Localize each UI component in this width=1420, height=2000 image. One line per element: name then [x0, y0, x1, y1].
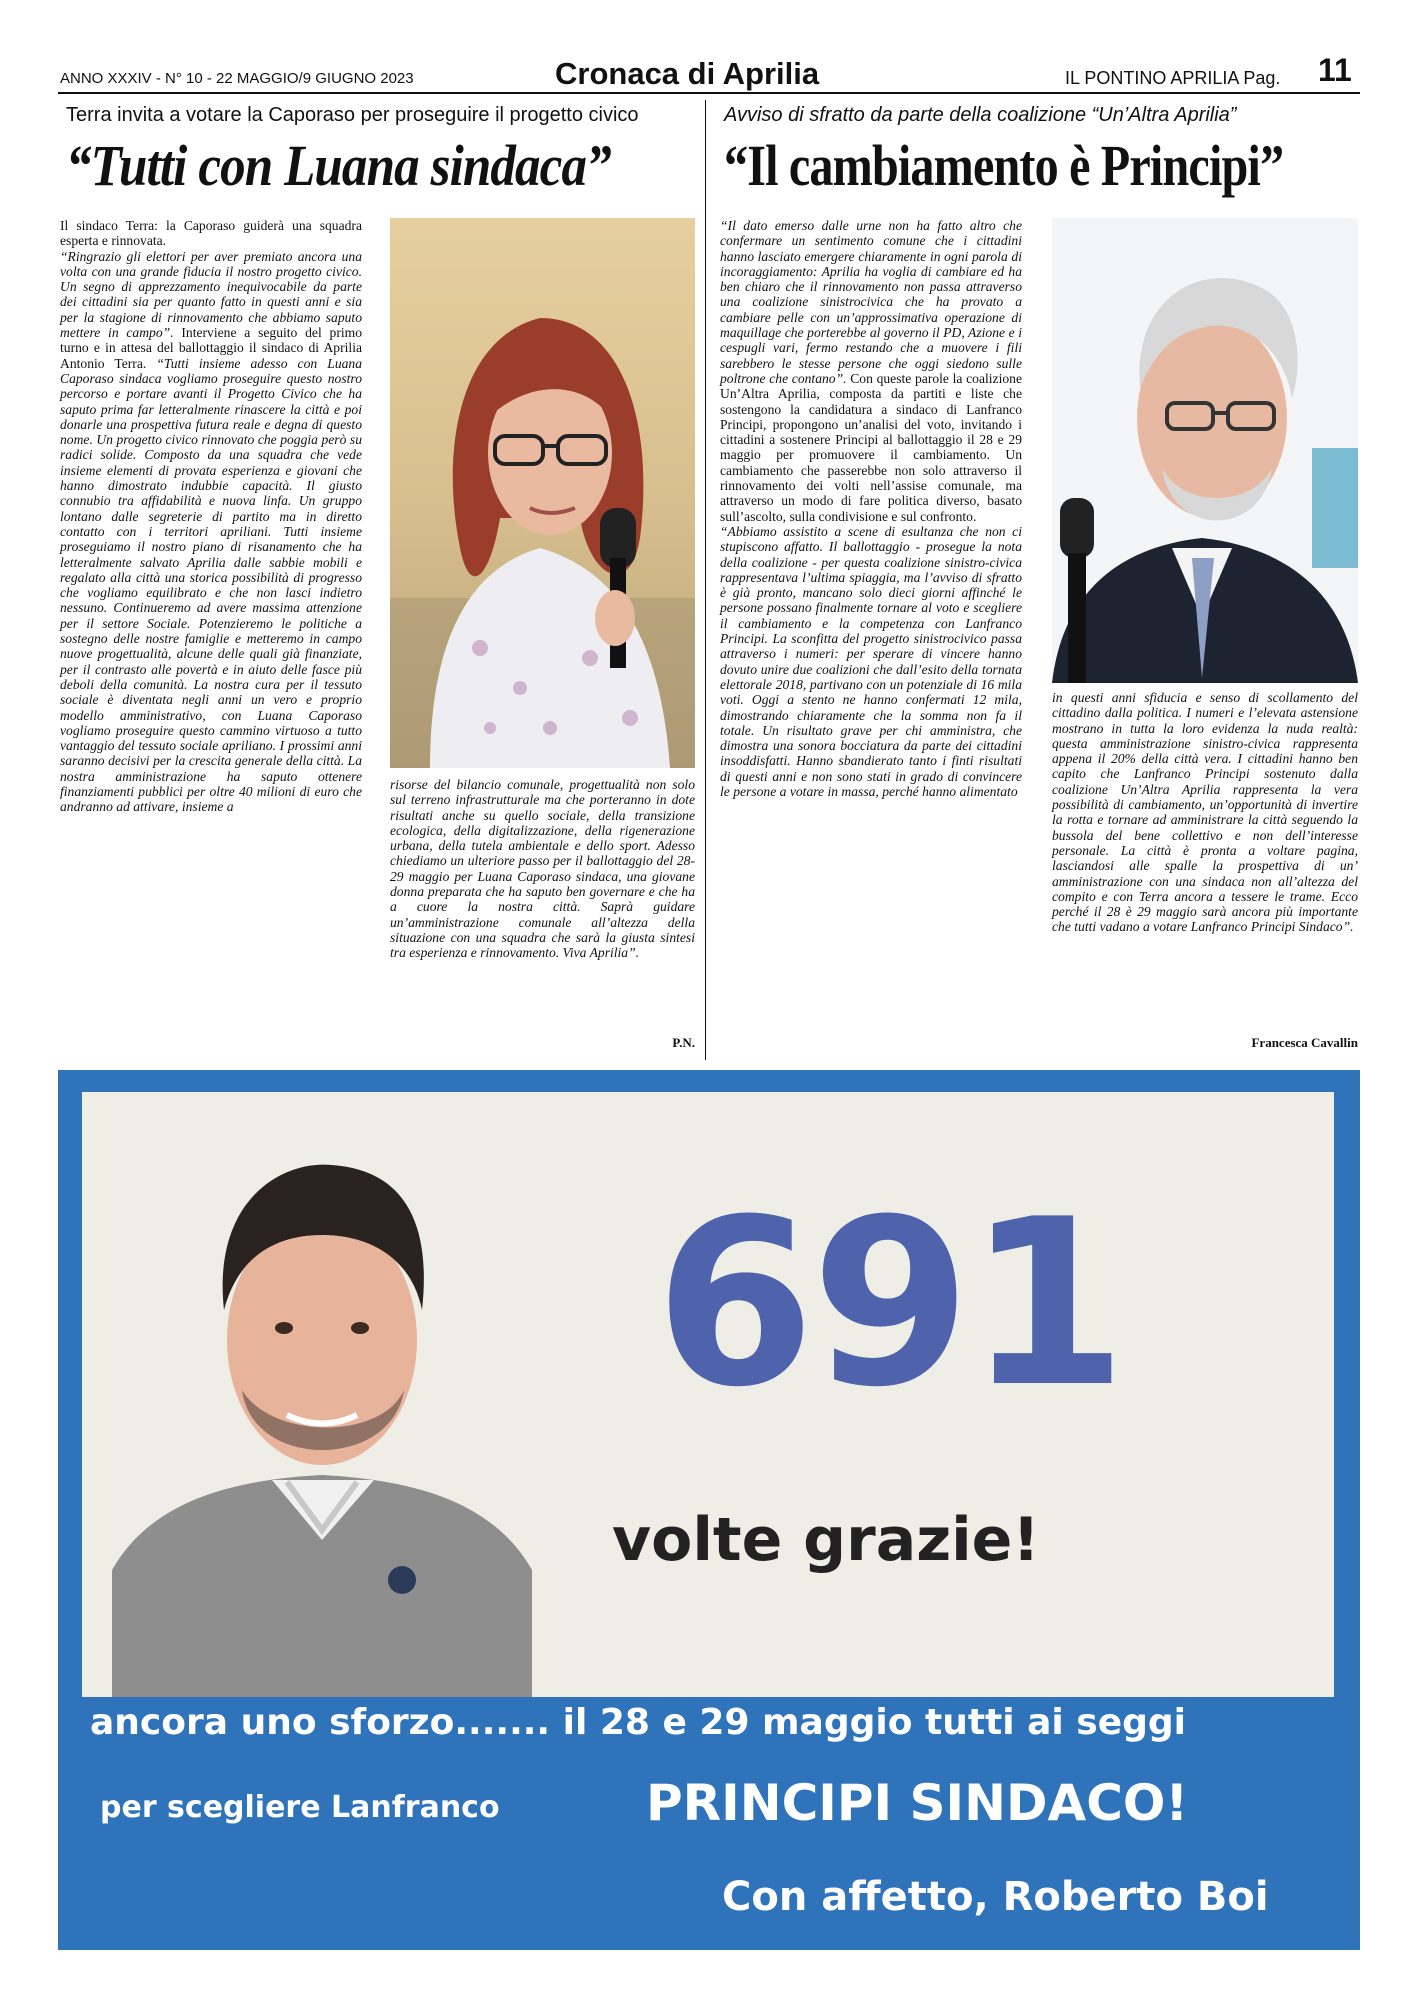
ad-vertical-text: PROPAGANDA ELETTORALE - COMMITTENTE: IL CANDIDATO [63, 1236, 75, 1580]
left-article-signature: P.N. [672, 1035, 695, 1050]
right-article-col1 [720, 218, 1022, 799]
page-number: 11 [1318, 52, 1352, 88]
left-quote-1: “Ringrazio gli elettori per aver premiato ancora una volta con una grande fiducia il nostro progetto civico. Un segno di apprezzamento inequivocabile da parte dei cittadini sia per quanto fatto in questi anni e sia per la stagione di rinnovamento che abbiamo saputo mettere in campo”. [60, 248, 362, 341]
ad-call-to-vote: ancora uno sforzo....... il 28 e 29 maggio tutti ai seggi [90, 1702, 1187, 1743]
left-quote-2: “Tutti insieme adesso con Luana Caporaso sindaca vogliamo proseguire questo nostro percorso e portare avanti il Progetto Civico che ha saputo prima far letteralmente rinascere la città e poi donarle una prospettiva futura reale e degna di questo nome. Un progetto civico rinnovato che poggia però su radici solide. Composto da una squadra che vede insieme elementi di provata esperienza e giovani che hanno dimostrato indubbie capacità. Il giusto connubio tra affidabilità e nuova linfa. Un gruppo lontano dalle segreterie di partito ma in diretto contatto con i territori apriliani. Tutti insieme proseguiamo il nostro piano di risanamento che ha letteralmente salvato Aprilia dalle sabbie mobili e regalato alla città una storica possibilità di progresso che vogliamo equilibrato e che non lasci indietro nessuno. Continueremo ad avere massima attenzione per il settore Sociale. Potenzieremo le politiche a sostegno delle nostre famiglie e metteremo in campo nuove progettualità, alcune delle quali già finanziate, per il contrasto alle povertà e in aiuto delle fasce più deboli della comunità. La nostra cura per il tessuto sociale è diventata negli anni un vero e proprio modello amministrativo, con Luana Caporaso vogliamo proseguire questo cammino virtuoso a tutto vantaggio del tessuto sociale apriliano. I prossimi anni saranno decisivi per la crescita generale della città. La nostra amministrazione ha saputo ottenere finanziamenti pubblici per oltre 40 milioni di euro che andranno ad attivare, insieme a [60, 355, 363, 815]
ad-candidate-slogan: PRINCIPI SINDACO! [646, 1774, 1189, 1832]
header-rule [58, 92, 1360, 94]
lanfranco-principi-photo [1052, 218, 1358, 683]
right-plain: Con queste parole la coalizione Un’Altra Aprilia, composta da partiti e liste che sostengono la candidatura a sindaco di Lanfranco Principi, propongono un’analisi del voto, invitando i cittadini a sostenere Principi al ballottaggio il 28 e 29 maggio per promuovere il cambiamento. Un cambiamento che passerebbe non solo attraverso il rinnovamento dei volti nell’assise comunale, ma attraverso un modo di fare politica diverso, basato sull’ascolto, sulla condivisione e sul confronto. [720, 370, 1022, 524]
column-divider [705, 100, 706, 1060]
right-article-headline: “Il cambiamento è Principi” [724, 133, 1284, 198]
luana-caporaso-photo [390, 218, 695, 768]
right-article-signature: Francesca Cavallin [1251, 1035, 1358, 1050]
right-quote-1: “Il dato emerso dalle urne non ha fatto altro che confermare un sentimento comune che i cittadini hanno lasciato emergere chiaramente in ogni parola di incoraggiamento: Aprilia ha voglia di cambiare ed ha ben chiaro che il rinnovamento non passa attraverso una coalizione sinistrocivica che ha provato a cambiare pelle con un’approssimativa operazione di maquillage che porterebbe al governo il PD, Azione e i cespugli vari, fermo restando che a muovere i fili sarebbero le stesse persone che oggi siedono sulle poltrone che contano”. [720, 218, 1022, 386]
issue-info: ANNO XXXIV - N° 10 - 22 MAGGIO/9 GIUGNO 2023 [60, 70, 414, 87]
right-article-kicker: Avviso di sfratto da parte della coalizione “Un’Altra Aprilia” [724, 104, 1237, 126]
roberto-boi-photo [112, 1110, 532, 1697]
left-intro: Il sindaco Terra: la Caporaso guiderà una squadra esperta e rinnovata. [60, 218, 362, 249]
left-plain: Interviene a seguito del primo turno e in attesa del ballottaggio il sindaco di Aprilia Antonio Terra. [60, 325, 362, 371]
right-article-col2: in questi anni sfiducia e senso di scollamento del cittadino dalla politica. I numeri e l’elevata astensione mostrano in tutta la loro evidenza la nuda realtà: questa amministrazione sinistro-civica rappresenta appena il 20% della città vera. I cittadini hanno ben capito che Lanfranco Principi sostenuto dalla coalizione Un’Altra Aprilia rappresenta la vera possibilità di cambiamento, un’opportunità di invertire la rotta e tornare ad amministrare la città seguendo la bussola del bene collettivo e non dell’interesse personale. La città è pronta a voltare pagina, lasciandosi alle spalle la prospettiva di un’ amministrazione con una sindaca non all’altezza del compito e con Terra ancora a tessere le trame. Ecco perché il 28 è 29 maggio sarà ancora più importante che tutti vadano a votare Lanfranco Principi Sindaco”. [1052, 690, 1358, 935]
ad-thanks: volte grazie! [612, 1505, 1040, 1575]
left-article-col1 [60, 218, 362, 815]
ad-vote-count: 691 [655, 1171, 1124, 1438]
ad-choose-line: per scegliere Lanfranco [100, 1790, 500, 1825]
left-article-headline: “Tutti con Luana sindaca” [66, 133, 611, 198]
ad-vertical-label [63, 1180, 83, 1580]
right-quote-2: “Abbiamo assistito a scene di esultanza che non ci stupiscono affatto. Il ballottaggio - prosegue la nota della coalizione - per questa coalizione sinistro-civica rappresentava l’ultima spiaggia, ma l’avviso di sfratto è già pronto, mancano solo dieci giorni affinché le persone possano finalmente tornare al voto e scegliere il cambiamento e la competenza con Lanfranco Principi. La sconfitta del progetto sinistrocivico passa attraverso i numeri: per sperare di vincere hanno dovuto unire due coalizioni che dall’esito della tornata elettorale 2018, partivano con un potenziale di 16 mila voti. Oggi a stento ne hanno confermati 12 mila, dimostrando chiaramente che la somma non fa il totale. Un risultato grave per chi amministra, che dimostra una sonora bocciatura da parte dei cittadini insoddisfatti. Hanno sbandierato tanto i finti risultati di questi anni e non sono stati in grado di convincere le persone a votare in massa, perché hanno alimentato [720, 523, 1022, 799]
ad-sign-off: Con affetto, Roberto Boi [722, 1874, 1269, 1920]
section-title: Cronaca di Aprilia [555, 56, 820, 91]
left-article-col2: risorse del bilancio comunale, progettualità non solo sul terreno infrastrutturale ma che porteranno in dote risultati anche su quello sociale, della transizione ecologica, della digitalizzazione, della rigenerazione urbana, della tutela ambientale e dello sport. Adesso chiediamo un ulteriore passo per il ballottaggio del 28-29 maggio per Luana Caporaso sindaca, una giovane donna preparata che ha saputo ben governare e che ha a cuore la nostra città. Saprà guidare un’amministrazione comunale all’altezza della situazione con una squadra che sarà la giusta sintesi tra esperienza e rinnovamento. Viva Aprilia”. [390, 777, 695, 961]
left-article-kicker: Terra invita a votare la Caporaso per proseguire il progetto civico [66, 104, 639, 126]
publication-name: IL PONTINO APRILIA Pag. [1065, 68, 1281, 88]
